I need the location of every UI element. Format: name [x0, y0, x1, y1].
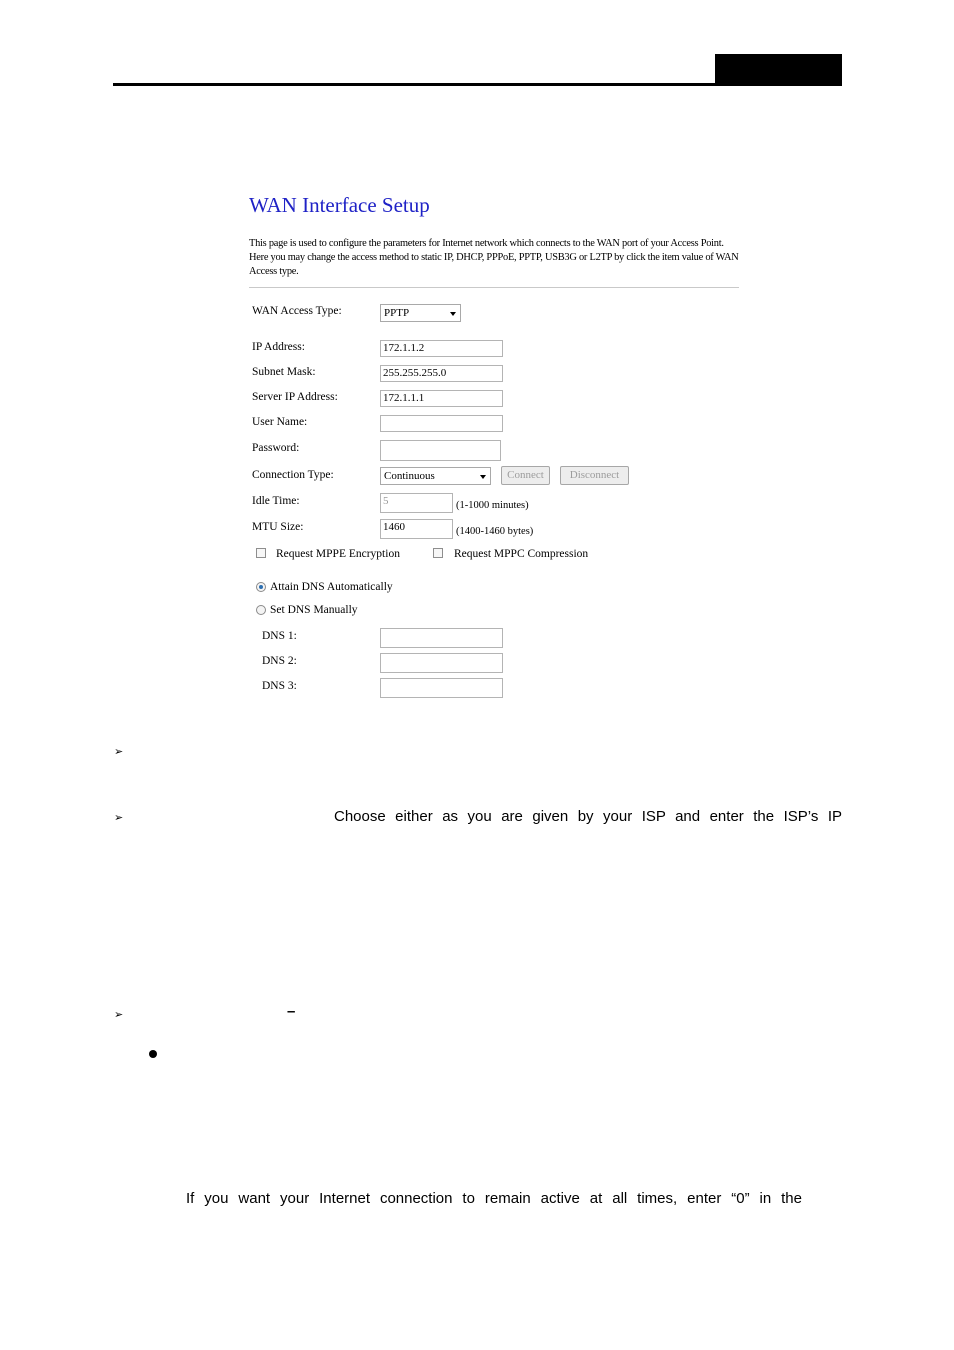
header-block — [715, 54, 842, 86]
dns-auto-radio[interactable] — [256, 582, 266, 592]
bullet-dot — [149, 1050, 157, 1058]
mppc-label: Request MPPC Compression — [454, 548, 589, 560]
user-name-label: User Name: — [252, 416, 308, 428]
idle-time-label: Idle Time: — [252, 495, 300, 507]
dns2-label: DNS 2: — [262, 655, 297, 667]
divider — [249, 287, 739, 288]
subnet-mask-input[interactable]: 255.255.255.0 — [380, 365, 503, 382]
mtu-size-input[interactable]: 1460 — [380, 519, 453, 539]
mtu-size-hint: (1400-1460 bytes) — [456, 526, 534, 537]
connection-type-label: Connection Type: — [252, 469, 334, 481]
mppc-checkbox[interactable] — [433, 548, 443, 558]
wan-access-type-value: PPTP — [384, 307, 410, 319]
idle-time-hint: (1-1000 minutes) — [456, 500, 529, 511]
chevron-down-icon — [450, 312, 456, 316]
page-title: WAN Interface Setup — [249, 193, 430, 217]
server-ip-label: Server IP Address: — [252, 391, 338, 403]
password-label: Password: — [252, 442, 300, 454]
disconnect-button[interactable]: Disconnect — [560, 466, 629, 485]
dash-separator: – — [287, 1003, 296, 1020]
dns3-label: DNS 3: — [262, 680, 297, 692]
intro-text: This page is used to configure the parameters for Internet network which connects to the WAN port of your Access Point. Here you may change the access method to static IP, DHCP, PPPoE, PPTP, USB3G or L2TP by click the item value of WAN Access type. — [249, 238, 739, 277]
bullet-arrow-2: ➢ — [114, 812, 124, 824]
wan-access-type-select[interactable] — [380, 304, 461, 322]
password-input[interactable] — [380, 440, 501, 461]
idle-time-input[interactable]: 5 — [380, 493, 453, 513]
subnet-mask-label: Subnet Mask: — [252, 366, 316, 378]
dns-auto-label: Attain DNS Automatically — [270, 581, 393, 593]
bullet-arrow-3: ➢ — [114, 1009, 124, 1021]
wan-access-type-label: WAN Access Type: — [252, 305, 342, 317]
header-rule — [113, 83, 842, 86]
mppe-label: Request MPPE Encryption — [276, 548, 400, 560]
dns3-input[interactable] — [380, 678, 503, 698]
mppe-checkbox[interactable] — [256, 548, 266, 558]
mtu-size-label: MTU Size: — [252, 521, 304, 533]
bullet-arrow-1: ➢ — [114, 746, 124, 758]
dns2-input[interactable] — [380, 653, 503, 673]
dns1-label: DNS 1: — [262, 630, 297, 642]
ip-address-input[interactable]: 172.1.1.2 — [380, 340, 503, 357]
dns1-input[interactable] — [380, 628, 503, 648]
user-name-input[interactable] — [380, 415, 503, 432]
connection-type-value: Continuous — [384, 470, 435, 482]
chevron-down-icon — [480, 475, 486, 479]
dns-manual-label: Set DNS Manually — [270, 604, 358, 616]
paragraph-ip-choice: Choose either as you are given by your ISP and enter the ISP’s IP — [334, 808, 842, 825]
connect-button[interactable]: Connect — [501, 466, 550, 485]
ip-address-label: IP Address: — [252, 341, 305, 353]
connection-type-select[interactable] — [380, 467, 491, 485]
server-ip-input[interactable]: 172.1.1.1 — [380, 390, 503, 407]
dns-manual-radio[interactable] — [256, 605, 266, 615]
paragraph-always-on: If you want your Internet connection to remain active at all times, enter “0” in the — [186, 1190, 802, 1207]
